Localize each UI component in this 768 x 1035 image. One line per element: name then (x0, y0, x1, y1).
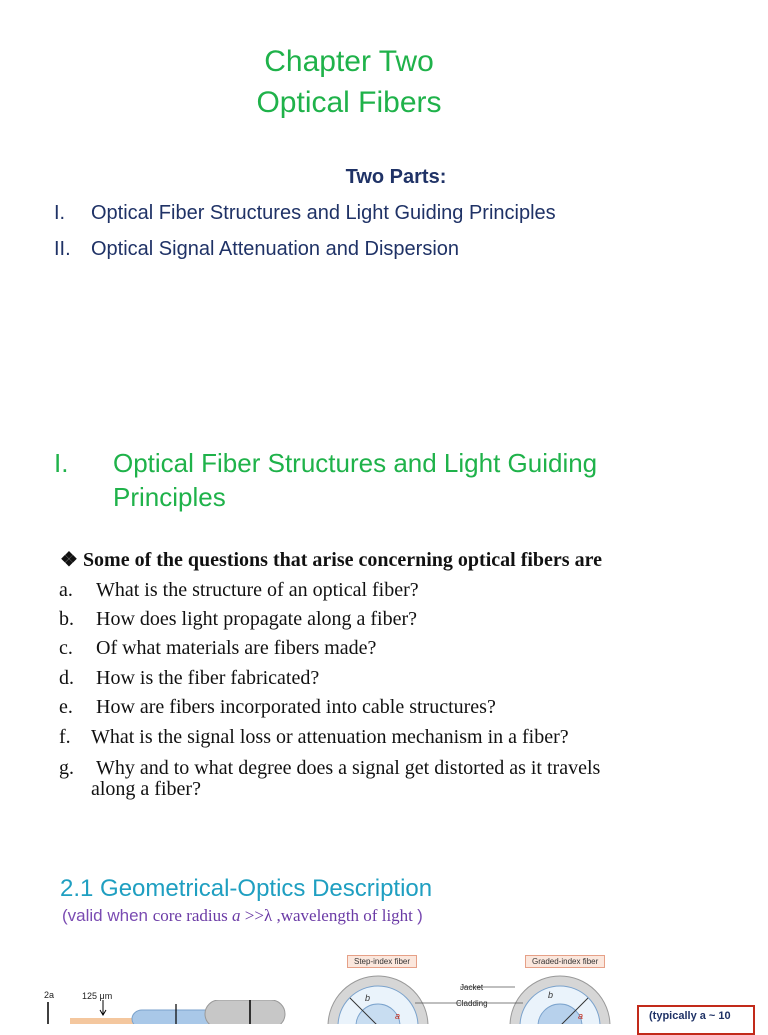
question-text: Why and to what degree does a signal get distorted as it travels (96, 757, 601, 779)
radius-a-label: a (395, 1011, 401, 1021)
question-continuation: along a fiber? (91, 778, 201, 800)
question-item (59, 757, 600, 779)
question-item (59, 726, 569, 748)
part-number: I. (54, 202, 66, 224)
label-2a: 2a (44, 990, 55, 1000)
questions-intro (60, 547, 602, 572)
validity-note (62, 906, 423, 926)
question-item (59, 696, 496, 718)
fiber-cylinder-illustration (40, 1000, 300, 1024)
question-item (59, 579, 419, 601)
note-close: ) (417, 906, 423, 925)
fiber-jacket-segment (205, 1000, 285, 1024)
question-text: What is the structure of an optical fiber? (96, 579, 419, 601)
parts-heading: Two Parts: (345, 166, 447, 188)
question-letter: g. (59, 757, 74, 779)
jacket-label: Jacket (460, 983, 484, 992)
subsection-title: 2.1 Geometrical-Optics Description (60, 875, 433, 902)
label-125um: 125 μm (82, 991, 113, 1001)
radius-a-label-graded: a (578, 1011, 584, 1021)
part-text: Optical Signal Attenuation and Dispersion (91, 238, 460, 260)
question-letter: b. (59, 608, 74, 630)
question-item (59, 637, 376, 659)
diamond-bullet-icon: ❖ (60, 549, 78, 571)
question-letter: f. (59, 726, 71, 748)
chapter-subtitle: Optical Fibers (256, 86, 442, 119)
part-item-2 (54, 236, 459, 262)
graded-index-label: Graded-index fiber (525, 955, 605, 968)
part-item-1 (54, 200, 556, 226)
question-letter: d. (59, 667, 74, 689)
chapter-title: Chapter Two (264, 45, 434, 78)
section-title-line2: Principles (113, 482, 226, 512)
question-item (59, 667, 319, 689)
radius-b-label: b (365, 993, 371, 1003)
question-item (59, 608, 417, 630)
question-text: How does light propagate along a fiber? (96, 608, 418, 630)
questions-intro-text: Some of the questions that arise concerning optical fibers are (82, 549, 602, 571)
note-rest: >>λ ,wavelength of light (240, 906, 418, 925)
note-core: core radius (152, 906, 233, 925)
question-text: How are fibers incorporated into cable structures? (96, 696, 496, 718)
radius-b-label-graded: b (548, 990, 554, 1000)
part-number: II. (54, 238, 71, 260)
question-text: What is the signal loss or attenuation mechanism in a fiber? (91, 726, 569, 748)
note-open: (valid when (62, 906, 153, 925)
section-title-line1: Optical Fiber Structures and Light Guiding (113, 448, 598, 478)
cladding-label: Cladding (456, 999, 488, 1008)
question-letter: c. (59, 637, 73, 659)
part-text: Optical Fiber Structures and Light Guiding Principles (91, 202, 556, 224)
step-index-label: Step-index fiber (347, 955, 417, 968)
question-text: Of what materials are fibers made? (96, 637, 377, 659)
question-text: How is the fiber fabricated? (96, 667, 320, 689)
question-letter: a. (59, 579, 73, 601)
typical-radius-callout: (typically a ~ 10 (637, 1005, 755, 1035)
note-a: a (232, 906, 241, 925)
section-number: I. (54, 448, 69, 478)
section-title (113, 446, 673, 514)
question-letter: e. (59, 696, 73, 718)
